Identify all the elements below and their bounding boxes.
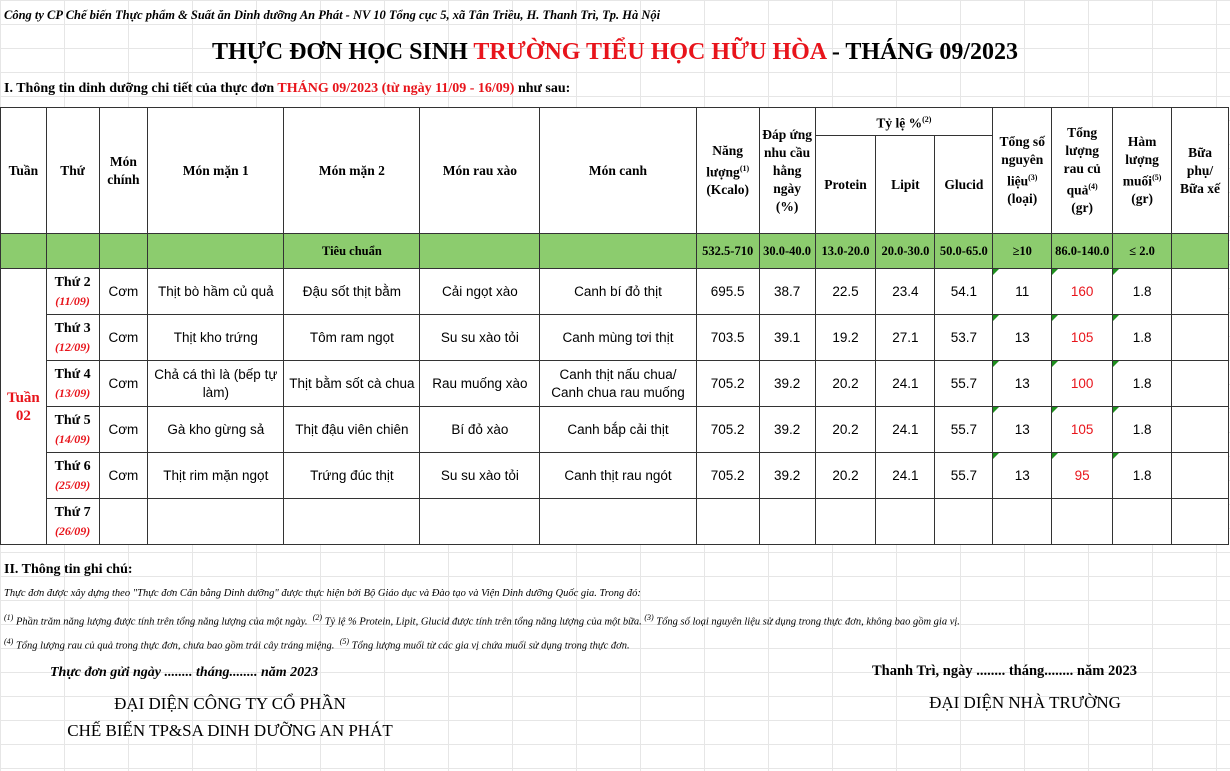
soup-dish — [540, 499, 696, 545]
day-cell — [46, 315, 99, 361]
veg-value: 105 — [1052, 407, 1113, 453]
stirfry-dish: Su su xào tỏi — [420, 315, 540, 361]
main-dish: Cơm — [99, 315, 148, 361]
soup-dish: Canh thịt nấu chua/ Canh chua rau muống — [540, 361, 696, 407]
note-5: Tổng lượng muối từ các gia vị chứa muối sử dụng trong thực đơn. — [349, 640, 630, 652]
stirfry-dish — [420, 499, 540, 545]
lipit-value: 24.1 — [876, 361, 935, 407]
header-main: Món chính — [99, 108, 148, 234]
header-salt — [1113, 108, 1172, 234]
salty-dish-2: Tôm ram ngọt — [284, 315, 420, 361]
header-lipit: Lipit — [876, 136, 935, 234]
header-demand-unit: (%) — [775, 198, 799, 214]
note-line-2 — [4, 632, 1224, 652]
glucid-value: 53.7 — [935, 315, 993, 361]
day-name: Thứ 6 — [54, 458, 91, 474]
header-demand-label: Đáp ứng nhu cầu hằng ngày — [762, 126, 812, 196]
main-dish: Cơm — [99, 269, 148, 315]
standard-soup-cell — [540, 234, 696, 269]
title-school: TRƯỜNG TIỂU HỌC HỮU HÒA — [473, 39, 826, 65]
company-rep-line-1: ĐẠI DIỆN CÔNG TY CỔ PHẦN — [114, 694, 346, 713]
day-name: Thứ 3 — [54, 320, 91, 336]
day-date: (11/09) — [55, 293, 90, 308]
salt-value: 1.8 — [1113, 407, 1172, 453]
header-energy-unit: (Kcalo) — [706, 182, 750, 198]
sent-date-line: Thực đơn gửi ngày ........ tháng........ năm 2023 — [50, 665, 319, 680]
table-row — [1, 453, 1229, 499]
extra-meal — [1172, 499, 1229, 545]
header-soup: Món canh — [540, 108, 696, 234]
header-veg-label: Tổng lượng rau củ quả — [1063, 124, 1101, 198]
soup-dish: Canh bí đỏ thịt — [540, 269, 696, 315]
place-date-line: Thanh Trì, ngày ........ tháng........ năm 2023 — [872, 663, 1137, 679]
lipit-value — [876, 499, 935, 545]
lipit-value: 24.1 — [876, 453, 935, 499]
standard-protein: 13.0-20.0 — [815, 234, 876, 269]
day-date: (14/09) — [54, 431, 91, 446]
table-row — [1, 361, 1229, 407]
standard-label: Tiêu chuẩn — [284, 234, 420, 269]
lipit-value: 27.1 — [876, 315, 935, 361]
header-row-1 — [1, 108, 1229, 136]
salty-dish-1 — [148, 499, 284, 545]
veg-value — [1052, 499, 1113, 545]
header-glucid: Glucid — [935, 136, 993, 234]
header-ratio-sup: (2) — [922, 114, 932, 124]
standard-ingredients: ≥10 — [993, 234, 1052, 269]
protein-value: 20.2 — [815, 361, 876, 407]
demand-value: 38.7 — [759, 269, 815, 315]
day-name: Thứ 7 — [54, 504, 91, 520]
standard-main-cell — [99, 234, 148, 269]
lipit-value: 23.4 — [876, 269, 935, 315]
header-ingredients — [993, 108, 1052, 234]
salty-dish-1: Thịt rim mặn ngọt — [148, 453, 284, 499]
veg-value: 100 — [1052, 361, 1113, 407]
ingredients-value — [993, 499, 1052, 545]
protein-value — [815, 499, 876, 545]
note-1: Phần trăm năng lượng được tính trên tổng năng lượng của một ngày. — [13, 616, 308, 628]
note-5-sup: (5) — [339, 637, 350, 646]
salty-dish-1: Chả cá thì là (bếp tự làm) — [148, 361, 284, 407]
extra-meal — [1172, 453, 1229, 499]
header-ingredients-label: Tổng số nguyên liệu — [999, 133, 1045, 189]
salty-dish-2: Thịt đậu viên chiên — [284, 407, 420, 453]
header-energy — [696, 108, 759, 234]
demand-value: 39.2 — [759, 361, 815, 407]
extra-meal — [1172, 407, 1229, 453]
energy-value: 705.2 — [696, 407, 759, 453]
company-rep-line-2: CHẾ BIẾN TP&SA DINH DƯỠNG AN PHÁT — [67, 721, 393, 740]
lipit-value: 24.1 — [876, 407, 935, 453]
salt-value: 1.8 — [1113, 269, 1172, 315]
ingredients-value: 13 — [993, 407, 1052, 453]
table-row — [1, 269, 1229, 315]
title-prefix: THỰC ĐƠN HỌC SINH — [211, 39, 474, 65]
main-dish: Cơm — [99, 453, 148, 499]
day-name: Thứ 2 — [54, 274, 91, 290]
demand-value — [759, 499, 815, 545]
header-salt-label: Hàm lượng muối — [1122, 133, 1159, 189]
standard-salt: ≤ 2.0 — [1113, 234, 1172, 269]
header-salty-1: Món mặn 1 — [148, 108, 284, 234]
standard-energy: 532.5-710 — [696, 234, 759, 269]
extra-meal — [1172, 315, 1229, 361]
header-protein: Protein — [815, 136, 876, 234]
day-cell — [46, 499, 99, 545]
veg-value: 105 — [1052, 315, 1113, 361]
salty-dish-2: Thịt bằm sốt cà chua — [284, 361, 420, 407]
energy-value: 703.5 — [696, 315, 759, 361]
energy-value: 705.2 — [696, 361, 759, 407]
stirfry-dish: Su su xào tỏi — [420, 453, 540, 499]
table-row — [1, 315, 1229, 361]
header-ratio — [815, 108, 993, 136]
menu-table — [0, 107, 1229, 545]
energy-value: 695.5 — [696, 269, 759, 315]
standard-demand: 30.0-40.0 — [759, 234, 815, 269]
standard-extra-cell — [1172, 234, 1229, 269]
salt-value: 1.8 — [1113, 361, 1172, 407]
extra-meal — [1172, 269, 1229, 315]
header-energy-sup: (1) — [739, 163, 750, 173]
note-intro: Thực đơn được xây dựng theo "Thực đơn Cân bằng Dinh dưỡng" được thực hiện bởi Bộ Giáo dục và Đào tạo và Viện Dinh dưỡng Quốc gia. Trong đó: — [4, 588, 641, 599]
header-salty-2: Món mặn 2 — [284, 108, 420, 234]
day-date: (25/09) — [54, 477, 91, 492]
salty-dish-2 — [284, 499, 420, 545]
header-demand — [759, 108, 815, 234]
glucid-value: 55.7 — [935, 453, 993, 499]
salt-value: 1.8 — [1113, 315, 1172, 361]
demand-value: 39.2 — [759, 407, 815, 453]
day-cell — [46, 361, 99, 407]
glucid-value: 55.7 — [935, 361, 993, 407]
stirfry-dish: Bí đỏ xào — [420, 407, 540, 453]
salty-dish-1: Thịt kho trứng — [148, 315, 284, 361]
header-ingredients-unit: (loại) — [1007, 191, 1038, 207]
day-date: (13/09) — [54, 385, 91, 400]
note-4: Tổng lượng rau củ quả trong thực đơn, chưa bao gồm trái cây tráng miệng. — [13, 640, 335, 652]
salty-dish-1: Gà kho gừng sả — [148, 407, 284, 453]
page-title — [0, 34, 1230, 70]
day-date: (26/09) — [54, 523, 91, 538]
ingredients-value: 13 — [993, 361, 1052, 407]
company-line: Công ty CP Chế biến Thực phẩm & Suất ăn Dinh dưỡng An Phát - NV 10 Tổng cục 5, xã Tân Triều, H. Thanh Trì, Tp. Hà Nội — [4, 8, 661, 22]
section-2-heading: II. Thông tin ghi chú: — [4, 562, 133, 577]
glucid-value: 55.7 — [935, 407, 993, 453]
protein-value: 19.2 — [815, 315, 876, 361]
header-week: Tuần — [1, 108, 47, 234]
ingredients-value: 13 — [993, 453, 1052, 499]
day-cell — [46, 269, 99, 315]
day-cell — [46, 407, 99, 453]
standard-stirfry-cell — [420, 234, 540, 269]
soup-dish: Canh mùng tơi thịt — [540, 315, 696, 361]
glucid-value — [935, 499, 993, 545]
note-4-sup: (4) — [4, 637, 14, 646]
ingredients-value: 11 — [993, 269, 1052, 315]
salty-dish-1: Thịt bò hầm củ quả — [148, 269, 284, 315]
standard-day-cell — [46, 234, 99, 269]
protein-value: 22.5 — [815, 269, 876, 315]
header-veg — [1052, 108, 1113, 234]
note-line-1 — [4, 608, 1224, 628]
table-row — [1, 407, 1229, 453]
stirfry-dish: Rau muống xào — [420, 361, 540, 407]
section-1-heading — [4, 78, 1204, 100]
section-1-suffix: như sau: — [514, 81, 571, 96]
title-suffix: - THÁNG 09/2023 — [825, 39, 1019, 65]
header-day: Thứ — [46, 108, 99, 234]
main-dish — [99, 499, 148, 545]
week-label: Tuần 02 — [1, 269, 47, 545]
header-stirfry: Món rau xào — [420, 108, 540, 234]
note-2: Tỷ lệ % Protein, Lipit, Glucid được tính trên tổng năng lượng của một bữa. — [322, 616, 642, 628]
header-ratio-label: Tỷ lệ % — [876, 115, 923, 131]
note-2-sup: (2) — [312, 613, 323, 622]
glucid-value: 54.1 — [935, 269, 993, 315]
energy-value — [696, 499, 759, 545]
veg-value: 160 — [1052, 269, 1113, 315]
header-salt-unit: (gr) — [1131, 191, 1153, 207]
header-ingredients-sup: (3) — [1028, 172, 1038, 182]
protein-value: 20.2 — [815, 453, 876, 499]
standard-veg: 86.0-140.0 — [1052, 234, 1113, 269]
extra-meal — [1172, 361, 1229, 407]
ingredients-value: 13 — [993, 315, 1052, 361]
standard-week-cell — [1, 234, 47, 269]
salt-value: 1.8 — [1113, 453, 1172, 499]
header-veg-sup: (4) — [1088, 181, 1098, 191]
soup-dish: Canh bắp cải thịt — [540, 407, 696, 453]
note-3: Tổng số loại nguyên liệu sử dụng trong thực đơn, không bao gồm gia vị. — [653, 616, 960, 628]
veg-value: 95 — [1052, 453, 1113, 499]
header-salt-sup: (5) — [1152, 172, 1162, 182]
day-name: Thứ 5 — [54, 412, 91, 428]
note-1-sup: (1) — [4, 613, 14, 622]
standard-lipit: 20.0-30.0 — [876, 234, 935, 269]
energy-value: 705.2 — [696, 453, 759, 499]
header-veg-unit: (gr) — [1071, 200, 1094, 216]
section-1-highlight: THÁNG 09/2023 (từ ngày 11/09 - 16/09) — [277, 81, 515, 96]
demand-value: 39.2 — [759, 453, 815, 499]
day-name: Thứ 4 — [54, 366, 91, 382]
standard-salty1-cell — [148, 234, 284, 269]
protein-value: 20.2 — [815, 407, 876, 453]
demand-value: 39.1 — [759, 315, 815, 361]
salty-dish-2: Trứng đúc thịt — [284, 453, 420, 499]
day-date: (12/09) — [54, 339, 91, 354]
main-dish: Cơm — [99, 407, 148, 453]
stirfry-dish: Cải ngọt xào — [420, 269, 540, 315]
school-rep: ĐẠI DIỆN NHÀ TRƯỜNG — [929, 693, 1121, 712]
note-3-sup: (3) — [644, 613, 654, 622]
table-row — [1, 499, 1229, 545]
standard-row — [1, 234, 1229, 269]
main-dish: Cơm — [99, 361, 148, 407]
salt-value — [1113, 499, 1172, 545]
salty-dish-2: Đậu sốt thịt bằm — [284, 269, 420, 315]
section-1-prefix: I. Thông tin dinh dưỡng chi tiết của thực đơn — [4, 81, 278, 96]
header-energy-label: Năng lượng — [706, 142, 744, 180]
day-cell — [46, 453, 99, 499]
soup-dish: Canh thịt rau ngót — [540, 453, 696, 499]
header-extra: Bữa phụ/ Bữa xế — [1172, 108, 1229, 234]
standard-glucid: 50.0-65.0 — [935, 234, 993, 269]
